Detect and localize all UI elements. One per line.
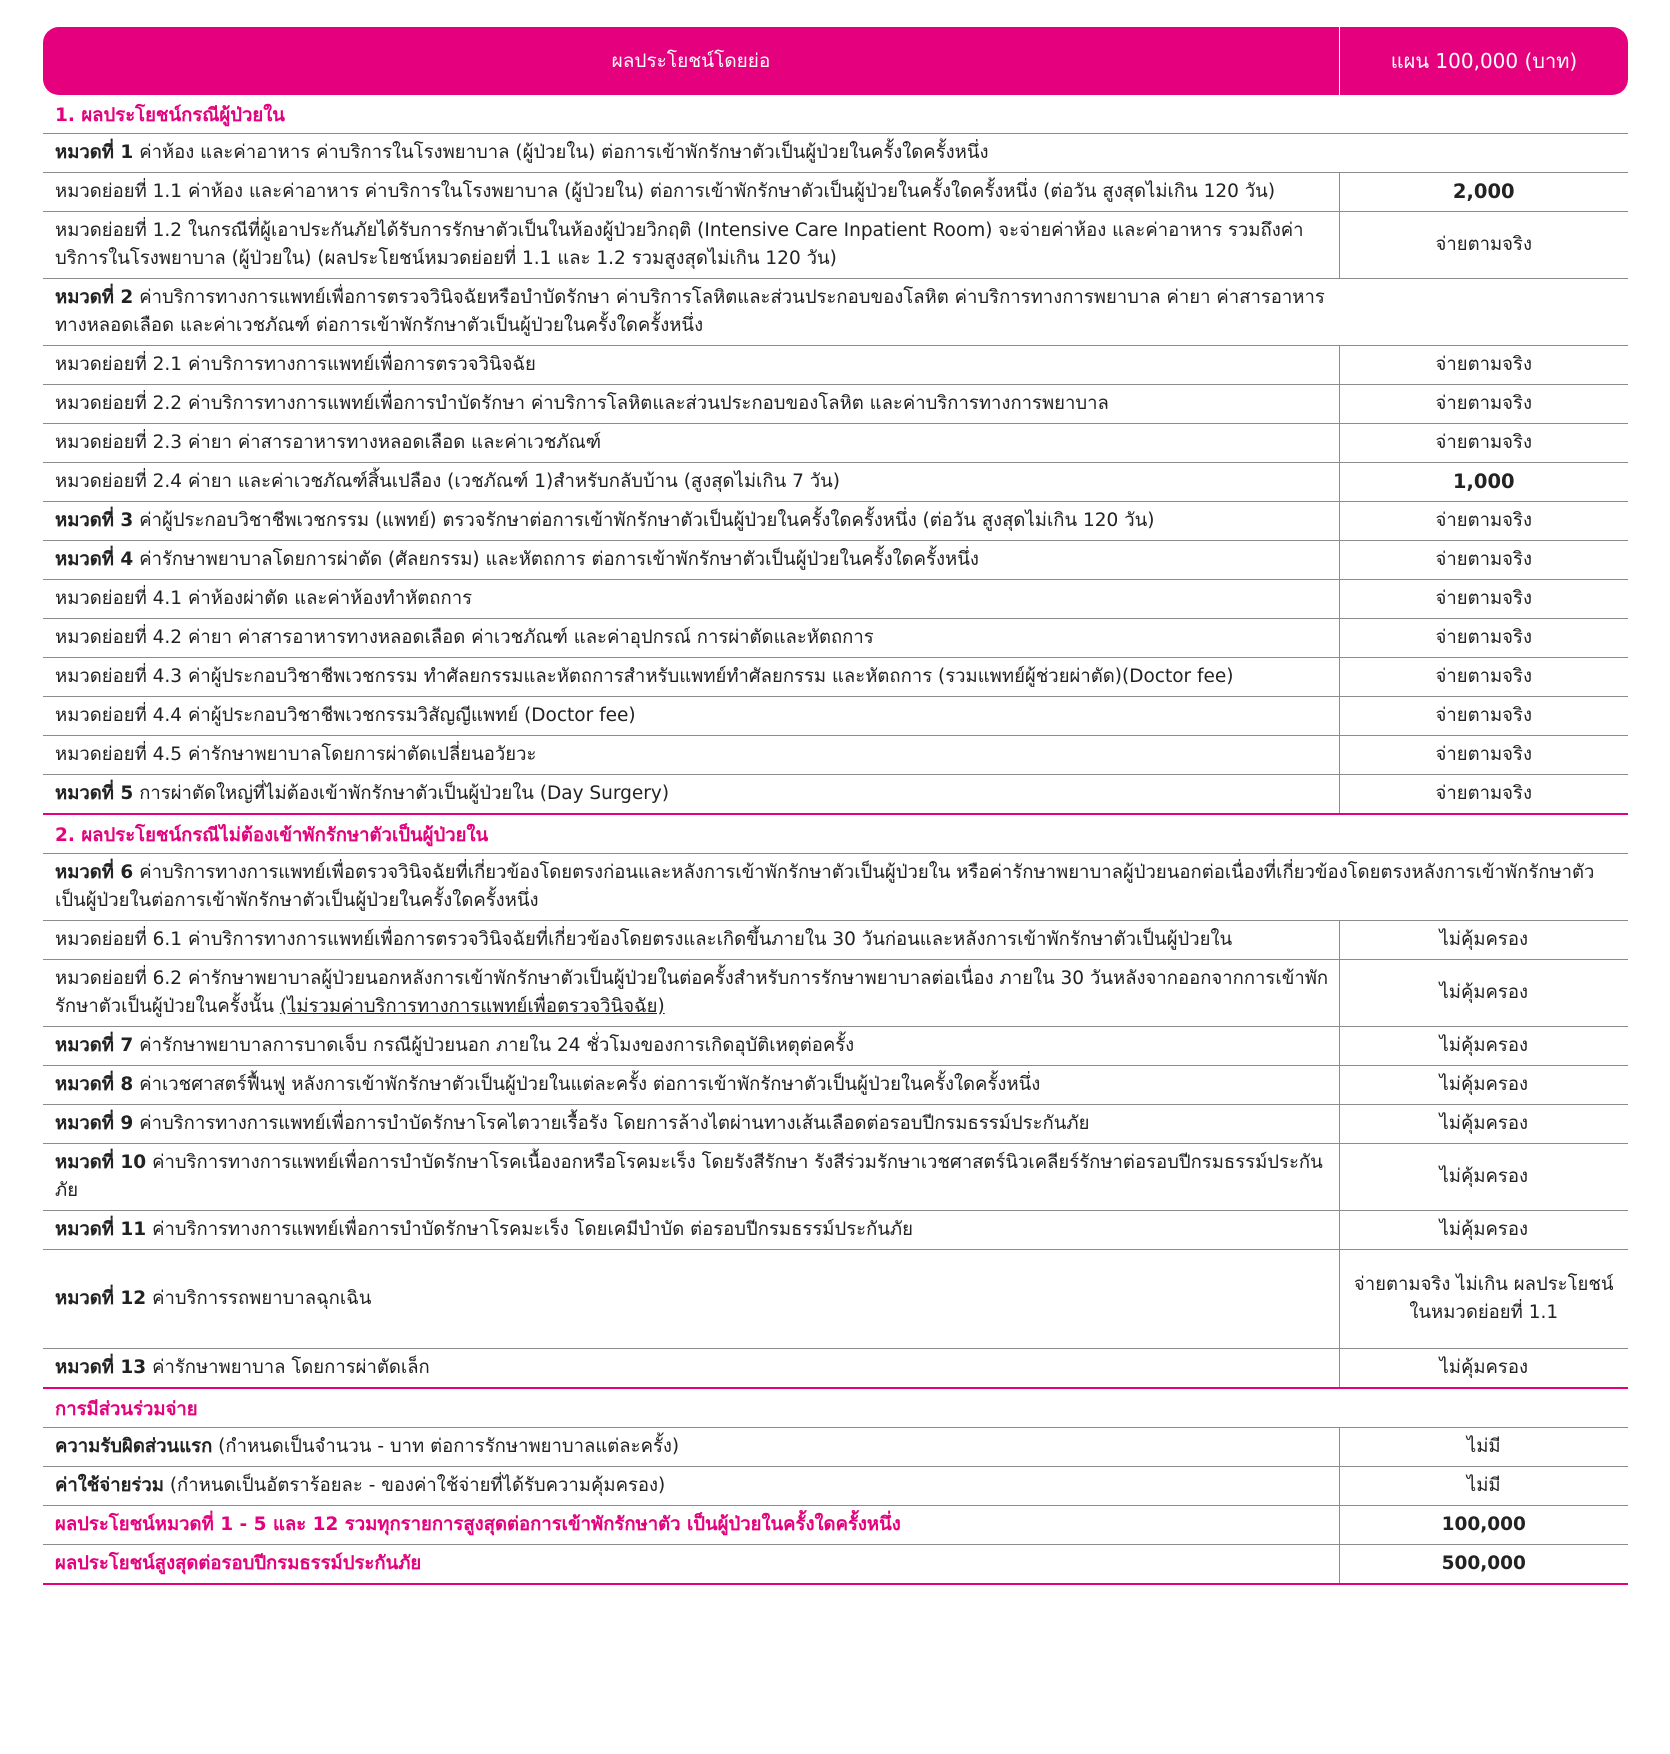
row-value: ไม่คุ้มครอง — [1339, 1144, 1628, 1211]
row-description — [43, 580, 1339, 619]
row-text: หมวดย่อยที่ 1.1 ค่าห้อง และค่าอาหาร ค่าบริการในโรงพยาบาล (ผู้ป่วยใน) ต่อการเข้าพักรักษาตัวเป็นผู้ป่วยในครั้งใดครั้งหนึ่ง (ต่อวัน สูงสุดไม่เกิน 120 วัน) — [55, 181, 1276, 202]
row-text: หมวดย่อยที่ 4.3 ค่าผู้ประกอบวิชาชีพเวชกรรม ทำศัลยกรรมและหัตถการสำหรับแพทย์ทำศัลยกรรม และหัตถการ (รวมแพทย์ผู้ช่วยผ่าตัด)(Doctor fee) — [55, 666, 1234, 687]
table-row — [43, 502, 1628, 541]
section-copay-heading — [43, 1388, 1628, 1428]
row-text: ค่าบริการรถพยาบาลฉุกเฉิน — [146, 1288, 372, 1309]
row-description: ผลประโยชน์สูงสุดต่อรอบปีกรมธรรม์ประกันภัย — [43, 1545, 1339, 1585]
row-text: ค่ารักษาพยาบาลโดยการผ่าตัด (ศัลยกรรม) และหัตถการ ต่อการเข้าพักรักษาตัวเป็นผู้ป่วยในครั้งใดครั้งหนึ่ง — [133, 549, 979, 570]
category-label: หมวดที่ 10 — [55, 1152, 147, 1173]
row-text: หมวดย่อยที่ 4.2 ค่ายา ค่าสารอาหารทางหลอดเลือด ค่าเวชภัณฑ์ และค่าอุปกรณ์ การผ่าตัดและหัตถการ — [55, 627, 874, 648]
row-value: จ่ายตามจริง — [1339, 424, 1628, 463]
row-value: ไม่มี — [1339, 1467, 1628, 1506]
table-row — [43, 346, 1628, 385]
row-text: ค่าบริการทางการแพทย์เพื่อการบำบัดรักษาโรคเนื้องอกหรือโรคมะเร็ง โดยรังสีรักษา รังสีร่วมรักษาเวชศาสตร์นิวเคลียร์รักษาต่อรอบปีกรมธรรม์ประกันภัย — [55, 1152, 1323, 1201]
row-value: จ่ายตามจริง — [1339, 212, 1628, 279]
row-description — [43, 134, 1339, 173]
table-row — [43, 921, 1628, 960]
row-description — [43, 1105, 1339, 1144]
table-row — [43, 960, 1628, 1027]
row-description — [43, 1144, 1339, 1211]
row-value: จ่ายตามจริง — [1339, 736, 1628, 775]
category-label: หมวดที่ 2 — [55, 287, 134, 308]
table-row — [43, 541, 1628, 580]
row-text: หมวดย่อยที่ 2.3 ค่ายา ค่าสารอาหารทางหลอดเลือด และค่าเวชภัณฑ์ — [55, 432, 602, 453]
section-title: 2. ผลประโยชน์กรณีไม่ต้องเข้าพักรักษาตัวเป็นผู้ป่วยใน — [43, 814, 1628, 854]
row-text: หมวดย่อยที่ 6.2 ค่ารักษาพยาบาลผู้ป่วยนอกหลังการเข้าพักรักษาตัวเป็นผู้ป่วยในต่อครั้งสำหรับการรักษาพยาบาลต่อเนื่อง ภายใน 30 วันหลังจากออกจากการเข้าพักรักษาตัวเป็นผู้ป่วยในครั้งนั้น — [55, 968, 1329, 1017]
category-label: หมวดที่ 5 — [55, 783, 134, 804]
table-row — [43, 619, 1628, 658]
row-value: จ่ายตามจริง — [1339, 502, 1628, 541]
section-title: 1. ผลประโยชน์กรณีผู้ป่วยใน — [43, 95, 1628, 134]
row-description — [43, 736, 1339, 775]
row-value: จ่ายตามจริง — [1339, 697, 1628, 736]
row-description — [43, 619, 1339, 658]
category-label: ความรับผิดส่วนแรก — [55, 1436, 213, 1457]
row-description — [43, 212, 1339, 279]
row-text: ค่าบริการทางการแพทย์เพื่อการบำบัดรักษาโรคไตวายเรื้อรัง โดยการล้างไตผ่านทางเส้นเลือดต่อรอบปีกรมธรรม์ประกันภัย — [133, 1113, 1090, 1134]
row-text: หมวดย่อยที่ 2.1 ค่าบริการทางการแพทย์เพื่อการตรวจวินิจฉัย — [55, 354, 536, 375]
row-description — [43, 279, 1339, 346]
row-value — [1339, 134, 1628, 173]
category-label: หมวดที่ 13 — [55, 1357, 147, 1378]
row-value: จ่ายตามจริง — [1339, 775, 1628, 815]
header-plan-amount: แผน 100,000 (บาท) — [1339, 27, 1628, 95]
row-value: ไม่คุ้มครอง — [1339, 960, 1628, 1027]
row-description — [43, 1027, 1339, 1066]
row-description — [43, 1250, 1339, 1349]
row-text: ค่าบริการทางการแพทย์เพื่อการบำบัดรักษาโรคมะเร็ง โดยเคมีบำบัด ต่อรอบปีกรมธรรม์ประกันภัย — [146, 1219, 913, 1240]
row-value: 2,000 — [1339, 173, 1628, 212]
table-row — [43, 775, 1628, 815]
category-label: หมวดที่ 12 — [55, 1288, 147, 1309]
table-row — [43, 385, 1628, 424]
row-text: ค่ารักษาพยาบาล โดยการผ่าตัดเล็ก — [146, 1357, 430, 1378]
row-text: ค่าบริการทางการแพทย์เพื่อตรวจวินิจฉัยที่เกี่ยวข้องโดยตรงก่อนและหลังการเข้าพักรักษาตัวเป็นผู้ป่วยใน หรือค่ารักษาพยาบาลผู้ป่วยนอกต่อเนื่องที่เกี่ยวข้องโดยตรงหลังการเข้าพักรักษาตัวเป็นผู้ป่วยในต่อการเข้าพักรักษาตัวเป็นผู้ป่วยในครั้งใดครั้งหนึ่ง — [55, 862, 1595, 911]
table-row — [43, 1349, 1628, 1389]
row-value: 100,000 — [1339, 1506, 1628, 1545]
table-row — [43, 697, 1628, 736]
table-header — [43, 27, 1628, 95]
table-row — [43, 1105, 1628, 1144]
benefits-table-wrapper — [43, 27, 1628, 1585]
table-row — [43, 580, 1628, 619]
section-title: การมีส่วนร่วมจ่าย — [43, 1388, 1628, 1428]
row-description — [43, 1349, 1339, 1389]
row-description — [43, 173, 1339, 212]
table-row — [43, 134, 1628, 173]
category-label: หมวดที่ 1 — [55, 142, 134, 163]
row-description — [43, 463, 1339, 502]
row-description — [43, 1211, 1339, 1250]
row-description — [43, 854, 1628, 921]
row-text: ค่าเวชศาสตร์ฟื้นฟู หลังการเข้าพักรักษาตัวเป็นผู้ป่วยในแต่ละครั้ง ต่อการเข้าพักรักษาตัวเป็นผู้ป่วยในครั้งใดครั้งหนึ่ง — [133, 1074, 1041, 1095]
category-label: หมวดที่ 8 — [55, 1074, 134, 1095]
row-text: หมวดย่อยที่ 4.4 ค่าผู้ประกอบวิชาชีพเวชกรรมวิสัญญีแพทย์ (Doctor fee) — [55, 705, 636, 726]
row-text: ค่าห้อง และค่าอาหาร ค่าบริการในโรงพยาบาล (ผู้ป่วยใน) ต่อการเข้าพักรักษาตัวเป็นผู้ป่วยในครั้งใดครั้งหนึ่ง — [133, 142, 989, 163]
table-row — [43, 212, 1628, 279]
total-row-per-admission — [43, 1506, 1628, 1545]
row-description — [43, 502, 1339, 541]
row-value: ไม่คุ้มครอง — [1339, 1105, 1628, 1144]
row-text: หมวดย่อยที่ 6.1 ค่าบริการทางการแพทย์เพื่อการตรวจวินิจฉัยที่เกี่ยวข้องโดยตรงและเกิดขึ้นภายใน 30 วันก่อนและหลังการเข้าพักรักษาตัวเป็นผู้ป่วยใน — [55, 929, 1233, 950]
row-description — [43, 697, 1339, 736]
row-description — [43, 960, 1339, 1027]
row-description — [43, 1066, 1339, 1105]
row-description — [43, 775, 1339, 815]
row-text: การผ่าตัดใหญ่ที่ไม่ต้องเข้าพักรักษาตัวเป็นผู้ป่วยใน (Day Surgery) — [133, 783, 670, 804]
category-label: หมวดที่ 6 — [55, 862, 134, 883]
category-label: หมวดที่ 3 — [55, 510, 134, 531]
row-value: จ่ายตามจริง ไม่เกิน ผลประโยชน์ในหมวดย่อยที่ 1.1 — [1339, 1250, 1628, 1349]
table-row — [43, 736, 1628, 775]
header-benefit-summary: ผลประโยชน์โดยย่อ — [611, 50, 771, 72]
table-row — [43, 1467, 1628, 1506]
table-row — [43, 1066, 1628, 1105]
table-row — [43, 1211, 1628, 1250]
category-label: หมวดที่ 4 — [55, 549, 134, 570]
row-text: หมวดย่อยที่ 2.4 ค่ายา และค่าเวชภัณฑ์สิ้นเปลือง (เวชภัณฑ์ 1)สำหรับกลับบ้าน (สูงสุดไม่เกิน 7 วัน) — [55, 471, 841, 492]
row-value: ไม่คุ้มครอง — [1339, 1349, 1628, 1389]
table-row — [43, 463, 1628, 502]
row-value: จ่ายตามจริง — [1339, 580, 1628, 619]
benefits-table — [43, 95, 1628, 1585]
row-text: หมวดย่อยที่ 4.1 ค่าห้องผ่าตัด และค่าห้องทำหัตถการ — [55, 588, 473, 609]
table-row — [43, 854, 1628, 921]
row-value: ไม่คุ้มครอง — [1339, 1211, 1628, 1250]
row-text: ค่าบริการทางการแพทย์เพื่อการตรวจวินิจฉัยหรือบำบัดรักษา ค่าบริการโลหิตและส่วนประกอบของโลหิต ค่าบริการทางการพยาบาล ค่ายา ค่าสารอาหารทางหลอดเลือด และค่าเวชภัณฑ์ ต่อการเข้าพักรักษาตัวเป็นผู้ป่วยในครั้งใดครั้งหนึ่ง — [55, 287, 1325, 336]
row-text: ค่าผู้ประกอบวิชาชีพเวชกรรม (แพทย์) ตรวจรักษาต่อการเข้าพักรักษาตัวเป็นผู้ป่วยในครั้งใดครั้งหนึ่ง (ต่อวัน สูงสุดไม่เกิน 120 วัน) — [133, 510, 1155, 531]
row-text: ค่ารักษาพยาบาลการบาดเจ็บ กรณีผู้ป่วยนอก ภายใน 24 ชั่วโมงของการเกิดอุบัติเหตุต่อครั้ง — [133, 1035, 855, 1056]
category-label: หมวดที่ 11 — [55, 1219, 147, 1240]
row-value: จ่ายตามจริง — [1339, 658, 1628, 697]
row-underlined-note: (ไม่รวมค่าบริการทางการแพทย์เพื่อตรวจวินิจฉัย) — [279, 996, 665, 1017]
row-value: ไม่คุ้มครอง — [1339, 1027, 1628, 1066]
row-text: หมวดย่อยที่ 2.2 ค่าบริการทางการแพทย์เพื่อการบำบัดรักษา ค่าบริการโลหิตและส่วนประกอบของโลหิต และค่าบริการทางการพยาบาล — [55, 393, 1109, 414]
table-row — [43, 279, 1628, 346]
row-description — [43, 385, 1339, 424]
row-value: 1,000 — [1339, 463, 1628, 502]
table-row — [43, 1250, 1628, 1349]
table-row — [43, 1027, 1628, 1066]
row-value: 500,000 — [1339, 1545, 1628, 1585]
row-description — [43, 1428, 1339, 1467]
table-row — [43, 1428, 1628, 1467]
row-text: หมวดย่อยที่ 1.2 ในกรณีที่ผู้เอาประกันภัยได้รับการรักษาตัวเป็นในห้องผู้ป่วยวิกฤติ (Intensive Care Inpatient Room) จะจ่ายค่าห้อง และค่าอาหาร รวมถึงค่าบริการในโรงพยาบาล (ผู้ป่วยใน) (ผลประโยชน์หมวดย่อยที่ 1.1 และ 1.2 รวมสูงสุดไม่เกิน 120 วัน) — [55, 220, 1304, 269]
category-label: หมวดที่ 9 — [55, 1113, 134, 1134]
row-value — [1339, 279, 1628, 346]
row-description — [43, 541, 1339, 580]
row-description — [43, 658, 1339, 697]
table-row — [43, 658, 1628, 697]
table-row — [43, 1144, 1628, 1211]
row-value: จ่ายตามจริง — [1339, 541, 1628, 580]
section-outpatient-heading — [43, 814, 1628, 854]
table-row — [43, 424, 1628, 463]
row-description — [43, 1467, 1339, 1506]
section-inpatient-heading — [43, 95, 1628, 134]
row-description — [43, 921, 1339, 960]
row-description — [43, 424, 1339, 463]
category-label: ค่าใช้จ่ายร่วม — [55, 1475, 164, 1496]
row-text: (กำหนดเป็นจำนวน - บาท ต่อการรักษาพยาบาลแต่ละครั้ง) — [212, 1436, 680, 1457]
row-text: (กำหนดเป็นอัตราร้อยละ - ของค่าใช้จ่ายที่ได้รับความคุ้มครอง) — [163, 1475, 666, 1496]
total-row-per-year — [43, 1545, 1628, 1585]
table-row — [43, 173, 1628, 212]
row-value: ไม่มี — [1339, 1428, 1628, 1467]
row-value: จ่ายตามจริง — [1339, 346, 1628, 385]
row-text: หมวดย่อยที่ 4.5 ค่ารักษาพยาบาลโดยการผ่าตัดเปลี่ยนอวัยวะ — [55, 744, 537, 765]
row-value: ไม่คุ้มครอง — [1339, 921, 1628, 960]
row-value: ไม่คุ้มครอง — [1339, 1066, 1628, 1105]
row-value: จ่ายตามจริง — [1339, 385, 1628, 424]
row-value: จ่ายตามจริง — [1339, 619, 1628, 658]
category-label: หมวดที่ 7 — [55, 1035, 134, 1056]
row-description — [43, 346, 1339, 385]
row-description: ผลประโยชน์หมวดที่ 1 - 5 และ 12 รวมทุกรายการสูงสุดต่อการเข้าพักรักษาตัว เป็นผู้ป่วยในครั้งใดครั้งหนึ่ง — [43, 1506, 1339, 1545]
